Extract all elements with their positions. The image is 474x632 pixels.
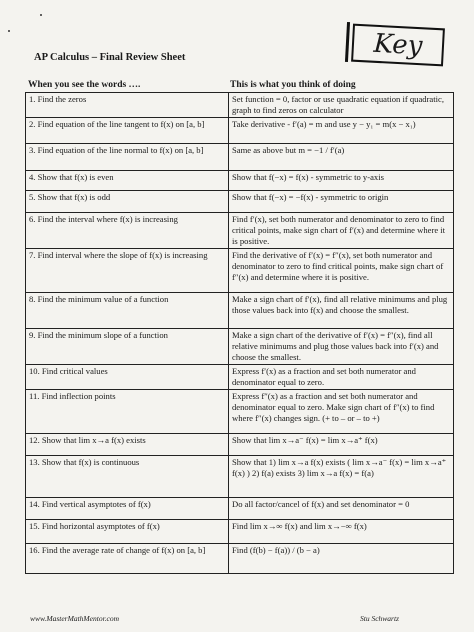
table-row (26, 93, 454, 118)
speck (40, 14, 42, 16)
answer-cell: Express f″(x) as a fraction and set both numerator and denominator equal to zero. Make sign chart of f″(x) to find where f″(x) changes sign. (+ to – or – to +) (229, 390, 454, 434)
table-row (26, 456, 454, 498)
answer-cell: Show that f(−x) = −f(x) - symmetric to origin (229, 191, 454, 213)
prompt-cell: 9. Find the minimum slope of a function (26, 329, 229, 365)
table-row (26, 329, 454, 365)
answer-cell: Show that f(−x) = f(x) - symmetric to y-axis (229, 171, 454, 191)
column-header-left: When you see the words …. (28, 80, 141, 90)
speck (8, 30, 10, 32)
footer-author: Stu Schwartz (360, 614, 399, 623)
table-row (26, 249, 454, 293)
footer-website: www.MasterMathMentor.com (30, 614, 120, 623)
answer-cell: Show that 1) lim x→a f(x) exists ( lim x→a⁻ f(x) = lim x→a⁺ f(x) ) 2) f(a) exists 3) lim x→a f(x) = f(a) (229, 456, 454, 498)
table-row (26, 213, 454, 249)
prompt-cell: 11. Find inflection points (26, 390, 229, 434)
sheet-title: AP Calculus – Final Review Sheet (34, 52, 186, 63)
prompt-cell: 14. Find vertical asymptotes of f(x) (26, 498, 229, 520)
prompt-cell: 8. Find the minimum value of a function (26, 293, 229, 329)
table-row (26, 434, 454, 456)
answer-cell: Find f′(x), set both numerator and denominator to zero to find critical points, make sign chart of f′(x) and determine where it is positive. (229, 213, 454, 249)
prompt-cell: 4. Show that f(x) is even (26, 171, 229, 191)
table-row (26, 365, 454, 390)
prompt-cell: 1. Find the zeros (26, 93, 229, 118)
answer-cell: Make a sign chart of f′(x), find all relative minimums and plug those values back into f(x) and choose the smallest. (229, 293, 454, 329)
answer-cell: Find lim x→∞ f(x) and lim x→−∞ f(x) (229, 520, 454, 544)
prompt-cell: 3. Find equation of the line normal to f(x) on [a, b] (26, 144, 229, 171)
prompt-cell: 13. Show that f(x) is continuous (26, 456, 229, 498)
answer-cell: Find the derivative of f′(x) = f″(x), set both numerator and denominator to zero to find critical points, make sign chart of f″(x) and determine where it is positive. (229, 249, 454, 293)
review-table (25, 92, 454, 574)
answer-cell: Make a sign chart of the derivative of f′(x) = f″(x), find all relative minimums and plug those values back into f′(x) and choose the smallest. (229, 329, 454, 365)
answer-cell: Same as above but m = −1 / f′(a) (229, 144, 454, 171)
key-stamp-bar (345, 22, 350, 62)
answer-cell: Show that lim x→a⁻ f(x) = lim x→a⁺ f(x) (229, 434, 454, 456)
prompt-cell: 5. Show that f(x) is odd (26, 191, 229, 213)
key-stamp: Key (351, 24, 445, 67)
table-row (26, 293, 454, 329)
table-row (26, 498, 454, 520)
prompt-cell: 15. Find horizontal asymptotes of f(x) (26, 520, 229, 544)
table-row (26, 544, 454, 574)
table-row (26, 390, 454, 434)
prompt-cell: 7. Find interval where the slope of f(x) is increasing (26, 249, 229, 293)
prompt-cell: 16. Find the average rate of change of f(x) on [a, b] (26, 544, 229, 574)
answer-cell: Take derivative - f′(a) = m and use y − y₁ = m(x − x₁) (229, 118, 454, 144)
table-row (26, 520, 454, 544)
prompt-cell: 2. Find equation of the line tangent to f(x) on [a, b] (26, 118, 229, 144)
answer-cell: Do all factor/cancel of f(x) and set denominator = 0 (229, 498, 454, 520)
table-row (26, 144, 454, 171)
answer-cell: Set function = 0, factor or use quadratic equation if quadratic, graph to find zeros on calculator (229, 93, 454, 118)
column-header-right: This is what you think of doing (230, 80, 356, 90)
table-row (26, 171, 454, 191)
answer-cell: Express f′(x) as a fraction and set both numerator and denominator equal to zero. (229, 365, 454, 390)
answer-cell: Find (f(b) − f(a)) / (b − a) (229, 544, 454, 574)
table-row (26, 118, 454, 144)
prompt-cell: 10. Find critical values (26, 365, 229, 390)
prompt-cell: 12. Show that lim x→a f(x) exists (26, 434, 229, 456)
table-row (26, 191, 454, 213)
prompt-cell: 6. Find the interval where f(x) is increasing (26, 213, 229, 249)
